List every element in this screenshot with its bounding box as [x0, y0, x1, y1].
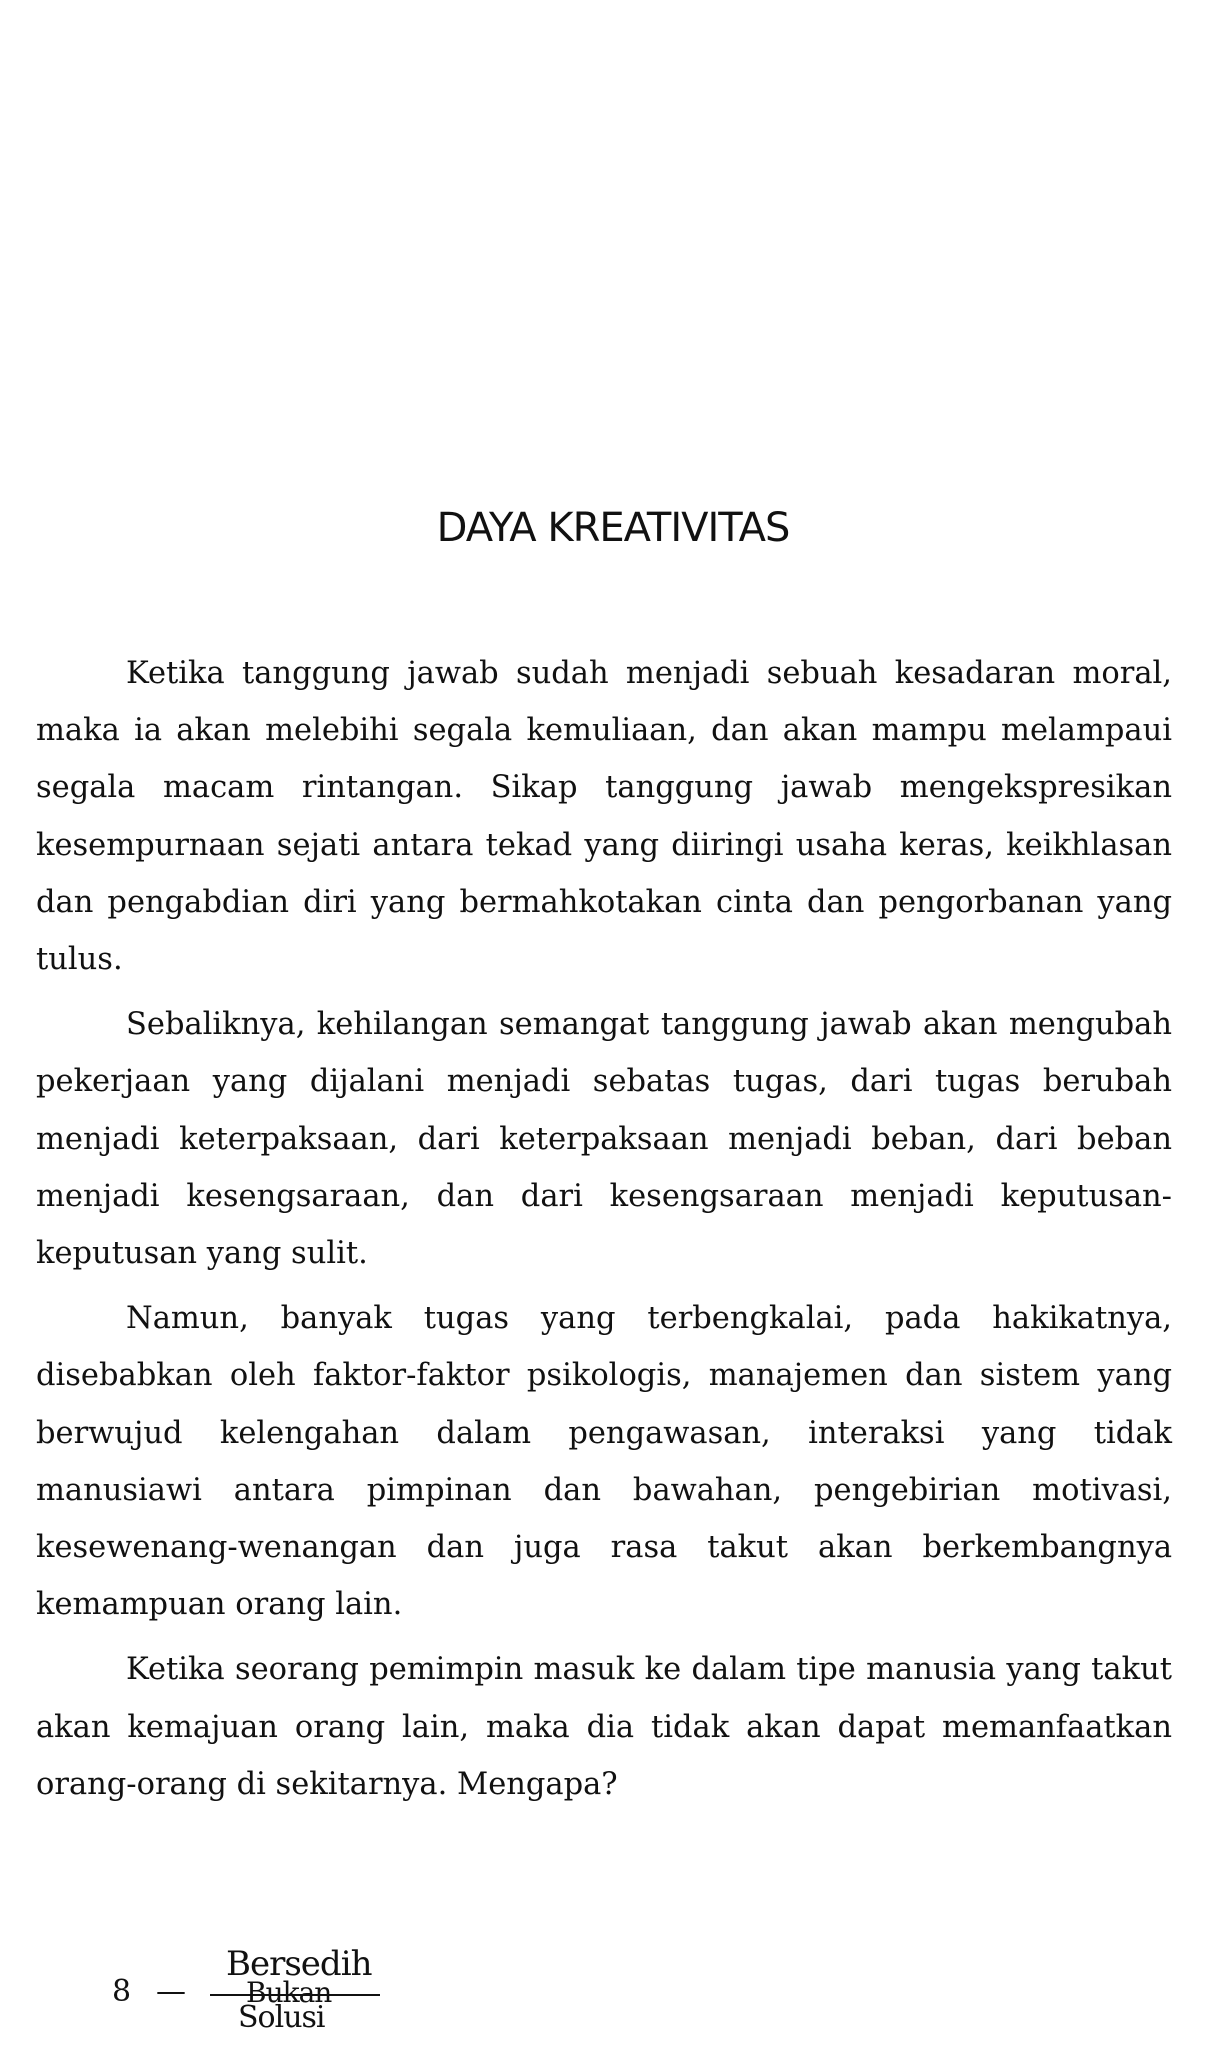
page-number: 8 — [112, 1974, 132, 2009]
book-title-line-1: Bersedih — [226, 1944, 372, 1984]
chapter-title: DAYA KREATIVITAS — [436, 505, 790, 551]
footer-separator: — — [156, 1974, 186, 2009]
paragraph-2: Sebaliknya, kehilangan semangat tanggung jawab akan mengubah pekerjaan yang dijalani menjadi sebatas tugas, dari tugas berubah menjadi keterpaksaan, dari keterpaksaan menjadi beban, dari beban menjadi kesengsaraan, dan dari kesengsaraan menjadi keputusan-keputusan yang sulit. — [36, 1007, 1172, 1272]
paragraph-1: Ketika tanggung jawab sudah menjadi sebuah kesadaran moral, maka ia akan melebihi segala kemuliaan, dan akan mampu melampaui segala macam rintangan. Sikap tanggung jawab mengekspresikan kesempurnaan sejati antara tekad yang diiringi usaha keras, keikhlasan dan pengabdian diri yang bermahkotakan cinta dan pengorbanan yang tulus. — [36, 656, 1172, 978]
book-title-line-2: Bukan — [246, 1976, 332, 2009]
paragraph-3: Namun, banyak tugas yang terbengkalai, pada hakikatnya, disebabkan oleh faktor-faktor psikologis, manajemen dan sistem yang berwujud kelengahan dalam pengawasan, interaksi yang tidak manusiawi antara pimpinan dan bawahan, pengebirian motivasi, kesewenang-wenangan dan juga rasa takut akan berkembangnya kemampuan orang lain. — [36, 1301, 1172, 1623]
book-title-logo — [210, 1944, 385, 2040]
paragraph-4: Ketika seorang pemimpin masuk ke dalam tipe manusia yang takut akan kemajuan orang lain, maka dia tidak akan dapat memanfaatkan orang-orang di sekitarnya. Mengapa? — [36, 1652, 1172, 1802]
chapter-body — [36, 645, 1172, 1821]
book-title-line-3: Solusi — [238, 2000, 325, 2035]
page-footer — [112, 1944, 412, 2040]
